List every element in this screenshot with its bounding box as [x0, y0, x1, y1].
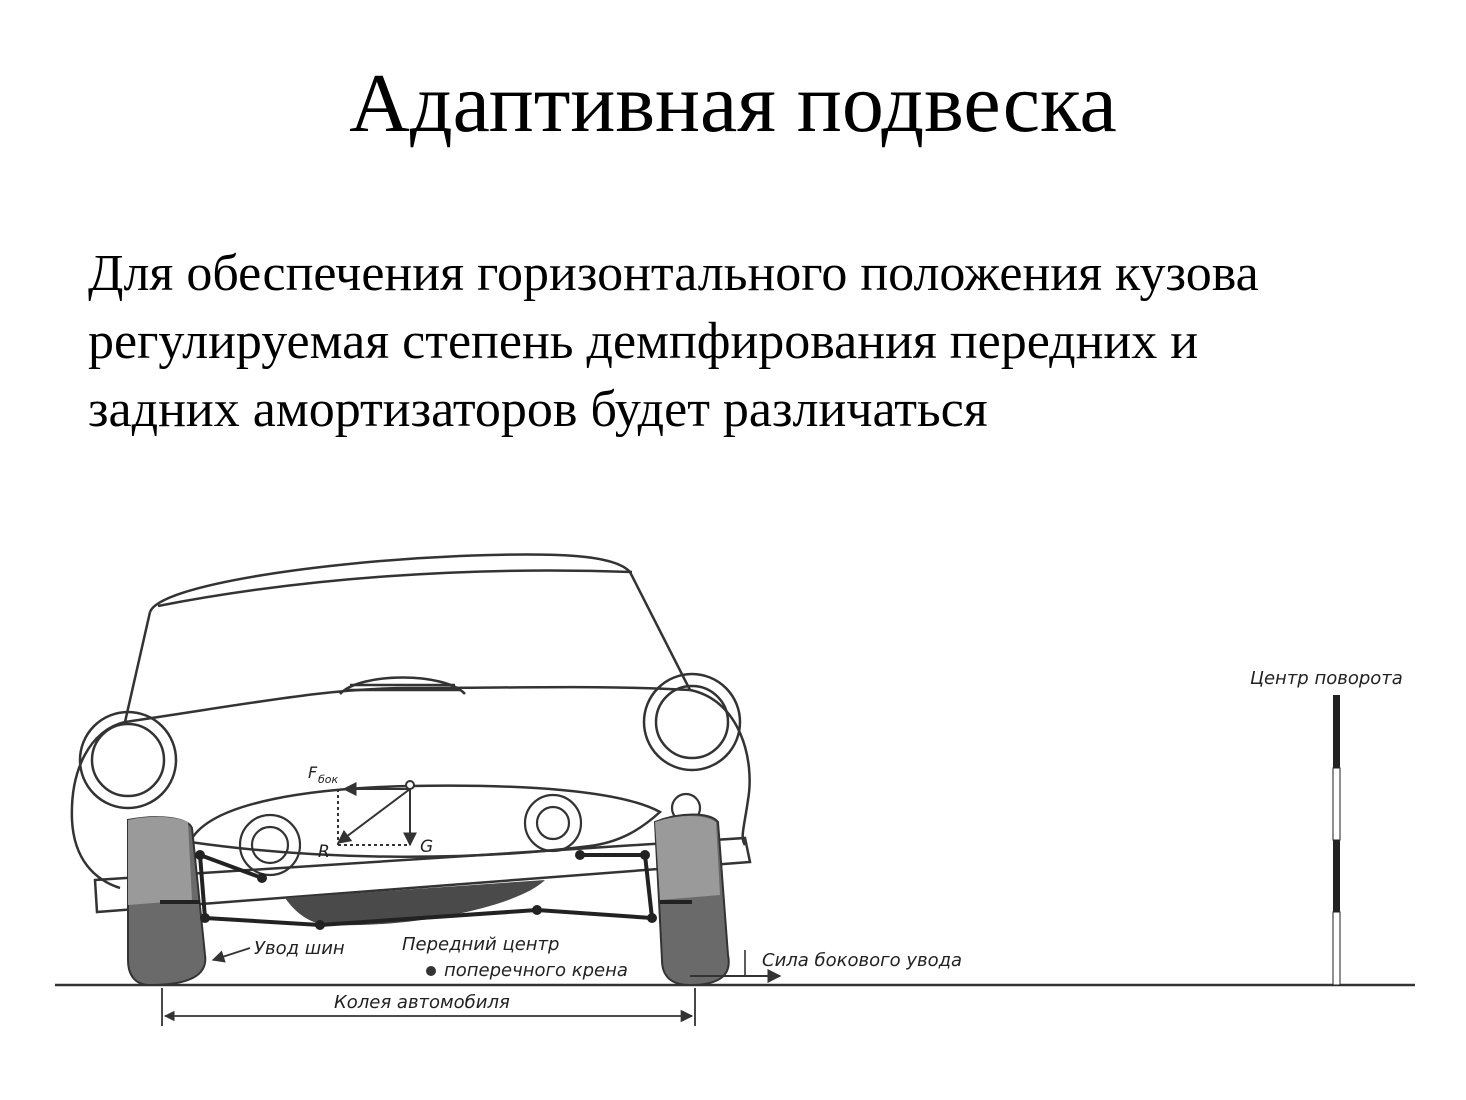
fog-lamps	[240, 794, 700, 875]
lateral-force-label: Сила бокового увода	[762, 950, 963, 971]
tire-slip-label: Увод шин	[254, 938, 345, 959]
right-headlight	[644, 674, 740, 770]
roll-center-marker	[426, 966, 436, 976]
force-vectors	[338, 781, 414, 845]
slide-title: Адаптивная подвеска	[349, 57, 1117, 150]
body-line-3: задних амортизаторов будет различаться	[88, 381, 988, 438]
body-line-1: Для обеспечения горизонтального положения кузова	[88, 245, 1259, 302]
left-headlight	[80, 712, 176, 808]
body-line-2: регулируемая степень демпфирования передних и	[88, 313, 1199, 370]
f-side-subscript: бок	[318, 773, 339, 786]
roll-center-label-1: Передний центр	[402, 934, 560, 955]
turn-center-pole	[1333, 695, 1340, 985]
roll-center-label-2: поперечного крена	[444, 960, 628, 981]
turn-center-label: Центр поворота	[1250, 668, 1403, 689]
g-label: G	[420, 837, 434, 857]
f-side-label: F	[308, 763, 318, 782]
tire-slip-pointer	[213, 948, 250, 960]
right-tire	[655, 815, 729, 986]
track-width-label: Колея автомобиля	[334, 992, 510, 1013]
r-label: R	[318, 842, 330, 862]
